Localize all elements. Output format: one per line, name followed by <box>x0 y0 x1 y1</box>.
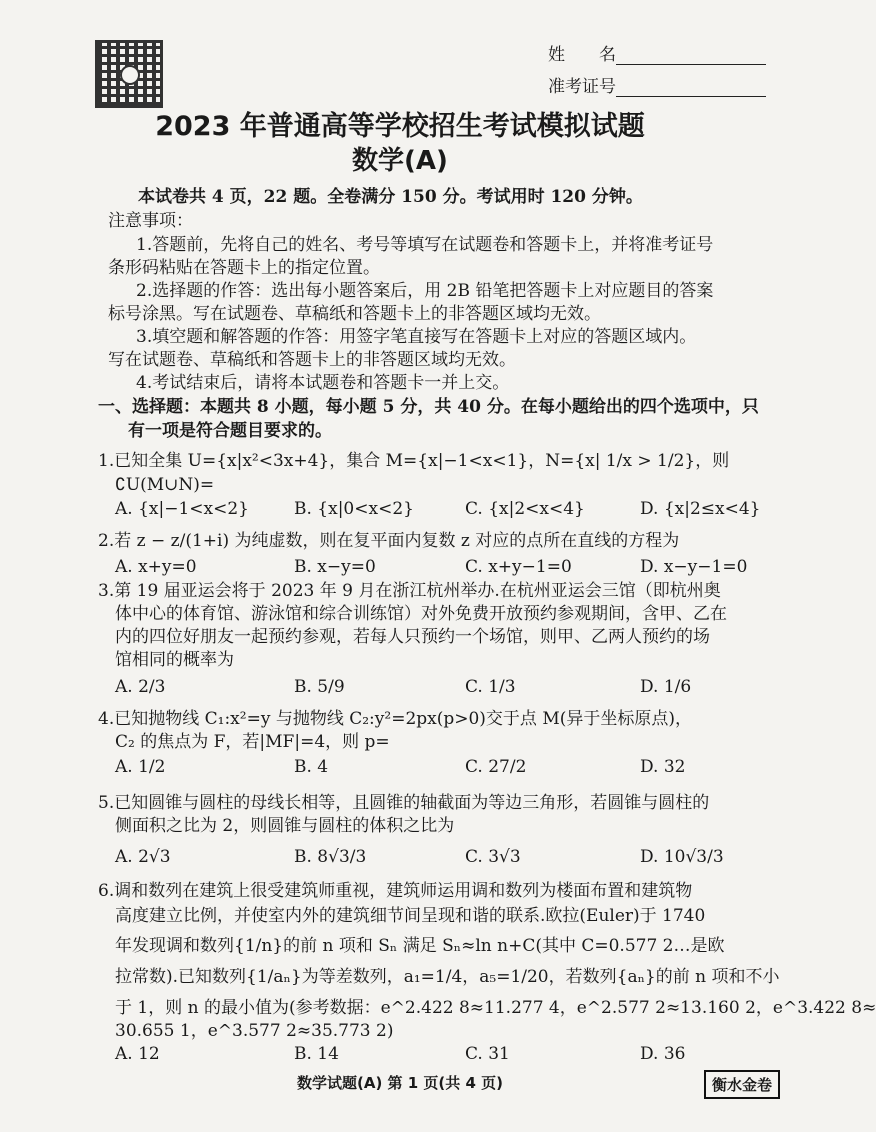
q4-option-d: D. 32 <box>640 757 686 777</box>
question-3-line: 内的四位好朋友一起预约参观，若每人只预约一个场馆，则甲、乙两人预约的场 <box>115 627 710 647</box>
question-6-line: 年发现调和数列{1/n}的前 n 项和 Sₙ 满足 Sₙ≈ln n+C(其中 C=0.577 2…是欧 <box>115 936 725 956</box>
q4-option-b: B. 4 <box>294 757 329 777</box>
question-4: 4.已知抛物线 C₁:x²=y 与抛物线 C₂:y²=2px(p>0)交于点 M(异于坐标原点)， <box>98 709 693 729</box>
question-2: 2.若 z − z/(1+i) 为纯虚数，则在复平面内复数 z 对应的点所在直线的方程为 <box>98 531 680 551</box>
exam-summary: 本试卷共 4 页，22 题。全卷满分 150 分。考试用时 120 分钟。 <box>138 187 643 207</box>
question-6-line: 高度建立比例，并使室内外的建筑细节间呈现和谐的联系.欧拉(Euler)于 1740 <box>115 906 706 926</box>
question-3-line: 馆相同的概率为 <box>115 650 234 670</box>
q4-option-c: C. 27/2 <box>465 757 527 777</box>
brand-stamp: 衡水金卷 <box>704 1070 780 1099</box>
question-3-line: 体中心的体育馆、游泳馆和综合训练馆）对外免费开放预约参观期间，含甲、乙在 <box>115 604 727 624</box>
section-heading: 一、选择题：本题共 8 小题，每小题 5 分，共 40 分。在每小题给出的四个选项中，只 <box>98 397 759 417</box>
name-field <box>548 40 766 65</box>
q1-option-d: D. {x|2≤x<4} <box>640 499 761 519</box>
question-6-line: 于 1，则 n 的最小值为(参考数据：e^2.422 8≈11.277 4，e^2.577 2≈13.160 2，e^3.422 8≈ <box>115 998 876 1018</box>
question-5-line: 侧面积之比为 2，则圆锥与圆柱的体积之比为 <box>115 816 455 836</box>
q2-option-b: B. x−y=0 <box>294 557 376 577</box>
q3-option-a: A. 2/3 <box>115 677 166 697</box>
question-3: 3.第 19 届亚运会将于 2023 年 9 月在浙江杭州举办.在杭州亚运会三馆（即杭州奥 <box>98 581 721 601</box>
q6-option-c: C. 31 <box>465 1044 510 1064</box>
exam-title: 2023 年普通高等学校招生考试模拟试题 <box>155 111 645 142</box>
exam-subtitle: 数学(A) <box>352 146 448 176</box>
q2-option-a: A. x+y=0 <box>115 557 197 577</box>
question-1: 1.已知全集 U={x|x²<3x+4}，集合 M={x|−1<x<1}，N={x| 1/x > 1/2}，则 <box>98 451 730 471</box>
q5-option-a: A. 2√3 <box>115 847 171 867</box>
question-6-line: 拉常数).已知数列{1/aₙ}为等差数列，a₁=1/4，a₅=1/20，若数列{aₙ}的前 n 项和不小 <box>115 967 780 987</box>
q5-option-c: C. 3√3 <box>465 847 521 867</box>
q1-option-a: A. {x|−1<x<2} <box>115 499 249 519</box>
question-4-line: C₂ 的焦点为 F，若|MF|=4，则 p= <box>115 732 390 752</box>
note-line: 写在试题卷、草稿纸和答题卡上的非答题区域均无效。 <box>108 350 516 370</box>
q6-option-a: A. 12 <box>115 1044 160 1064</box>
q1-option-c: C. {x|2<x<4} <box>465 499 585 519</box>
question-1-line: ∁U(M∪N)= <box>115 475 215 495</box>
q1-option-b: B. {x|0<x<2} <box>294 499 414 519</box>
note-line: 4.考试结束后，请将本试题卷和答题卡一并上交。 <box>136 373 510 393</box>
question-5: 5.已知圆锥与圆柱的母线长相等，且圆锥的轴截面为等边三角形，若圆锥与圆柱的 <box>98 793 710 813</box>
notice-title: 注意事项： <box>108 211 193 231</box>
q5-option-b: B. 8√3/3 <box>294 847 367 867</box>
section-heading-cont: 有一项是符合题目要求的。 <box>128 421 332 441</box>
q5-option-d: D. 10√3/3 <box>640 847 724 867</box>
q3-option-d: D. 1/6 <box>640 677 692 697</box>
qr-code <box>95 40 163 108</box>
question-6: 6.调和数列在建筑上很受建筑师重视，建筑师运用调和数列为楼面布置和建筑物 <box>98 881 693 901</box>
id-label: 准考证号 <box>548 77 616 97</box>
name-label: 姓 名 <box>548 45 616 65</box>
question-6-line: 30.655 1，e^3.577 2≈35.773 2) <box>115 1021 394 1041</box>
q4-option-a: A. 1/2 <box>115 757 166 777</box>
note-line: 2.选择题的作答：选出每小题答案后，用 2B 铅笔把答题卡上对应题目的答案 <box>136 281 714 301</box>
q3-option-b: B. 5/9 <box>294 677 345 697</box>
q2-option-d: D. x−y−1=0 <box>640 557 748 577</box>
q3-option-c: C. 1/3 <box>465 677 516 697</box>
note-line: 3.填空题和解答题的作答：用签字笔直接写在答题卡上对应的答题区域内。 <box>136 327 697 347</box>
note-line: 条形码粘贴在答题卡上的指定位置。 <box>108 258 380 278</box>
q6-option-b: B. 14 <box>294 1044 339 1064</box>
id-field <box>548 72 766 97</box>
q2-option-c: C. x+y−1=0 <box>465 557 572 577</box>
q6-option-d: D. 36 <box>640 1044 686 1064</box>
note-line: 1.答题前，先将自己的姓名、考号等填写在试题卷和答题卡上，并将准考证号 <box>136 235 714 255</box>
note-line: 标号涂黑。写在试题卷、草稿纸和答题卡上的非答题区域均无效。 <box>108 304 601 324</box>
page-footer: 数学试题(A) 第 1 页(共 4 页) <box>296 1074 504 1092</box>
